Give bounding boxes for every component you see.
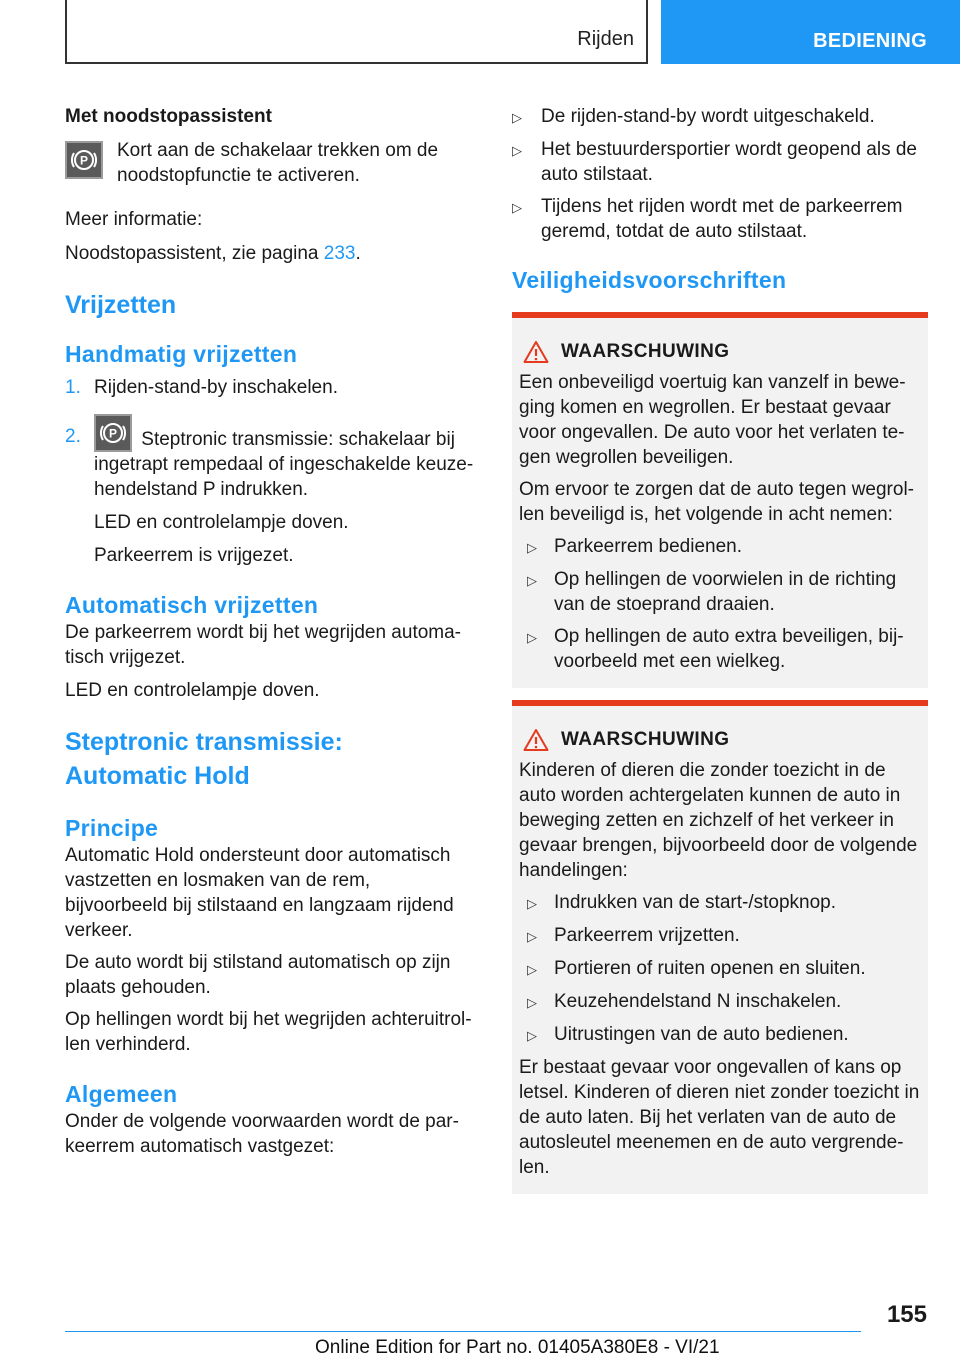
step-text: Steptronic transmissie: schakelaar bij [136, 429, 455, 450]
page-link[interactable]: 233 [323, 243, 356, 264]
list-item [65, 414, 477, 568]
list-item [65, 375, 477, 400]
footer-divider [65, 1331, 861, 1332]
heading-handmatig: Handmatig vrijzetten [65, 341, 298, 367]
step-text-cont: ingetrapt rempedaal of ingeschakelde keuze-hendelstand P indrukken. [94, 454, 474, 500]
warning-triangle-icon [523, 728, 549, 752]
triangle-bullet-icon: ▷ [527, 540, 537, 555]
warning-paragraph: Kinderen of dieren die zonder toezicht in de auto worden achtergelaten kunnen de auto in beweging zetten en zichzelf of het verkeer in gevaar brengen, bijvoorbeeld door de volgende handelingen: [519, 760, 918, 881]
warning-list [519, 890, 921, 1048]
list-item [512, 104, 928, 130]
list-item-text: Het bestuurdersportier wordt geopend als de auto stilstaat. [541, 139, 918, 185]
list-item [512, 194, 928, 244]
step-text: Rijden-stand-by inschakelen. [94, 377, 338, 398]
heading-veiligheid: Veiligheidsvoorschriften [512, 267, 787, 293]
list-item [519, 624, 921, 674]
algemeen-paragraph: Onder de volgende voorwaarden wordt de par-keerrem automatisch vastgezet: [65, 1111, 459, 1157]
triangle-bullet-icon: ▷ [512, 143, 522, 158]
triangle-bullet-icon: ▷ [527, 630, 537, 645]
header-chapter-title: BEDIENING [813, 30, 927, 52]
step-body [94, 414, 477, 568]
reference-end: . [355, 243, 361, 264]
triangle-bullet-icon: ▷ [527, 929, 537, 944]
release-steps [65, 375, 477, 568]
auto-paragraph-1: De parkeerrem wordt bij het wegrijden automa-tisch vrijgezet. [65, 622, 462, 668]
step-note: LED en controlelampje doven. [94, 512, 349, 533]
page-number: 155 [886, 1301, 927, 1328]
list-item [519, 923, 921, 949]
parking-brake-icon [94, 414, 132, 452]
triangle-bullet-icon: ▷ [527, 1028, 537, 1043]
warning-list [519, 534, 921, 674]
warning-title [519, 340, 921, 364]
step-note: Parkeerrem is vrijgezet. [94, 545, 294, 566]
list-item-text: De rijden-stand-by wordt uitgeschakeld. [541, 106, 875, 127]
conditions-list [512, 104, 928, 244]
noodstop-text: Kort aan de schakelaar trekken om de noodstopfunctie te activeren. [117, 140, 439, 186]
left-column [65, 100, 477, 1159]
list-item [519, 956, 921, 982]
triangle-bullet-icon: ▷ [527, 995, 537, 1010]
heading-principe: Principe [65, 815, 159, 841]
warning-paragraph: Een onbeveiligd voertuig kan vanzelf in bewe-ging komen en wegrollen. Er bestaat gevaar voor ongevallen. De auto voor het verlaten te-gen wegrollen beveiligen. [519, 372, 906, 468]
step-number: 1. [65, 377, 81, 398]
footer-edition: Online Edition for Part no. 01405A380E8 - VI/21 [315, 1337, 720, 1358]
triangle-bullet-icon: ▷ [527, 962, 537, 977]
heading-vrijzetten: Vrijzetten [65, 291, 177, 319]
list-item-text: Portieren of ruiten openen en sluiten. [554, 958, 866, 979]
svg-text:P: P [79, 153, 89, 168]
list-item [519, 534, 921, 560]
header-left-tab [65, 0, 648, 64]
noodstop-row [65, 141, 477, 188]
list-item-text: Parkeerrem vrijzetten. [554, 925, 740, 946]
heading-automatisch: Automatisch vrijzetten [65, 592, 319, 618]
warning-triangle-icon [523, 340, 549, 364]
right-column [512, 100, 928, 1194]
meer-info-label: Meer informatie: [65, 209, 203, 230]
principe-paragraph-1: Automatic Hold ondersteunt door automatisch vastzetten en losmaken van de rem, bijvoorbeeld bij stilstaand en langzaam rijdend verkeer. [65, 845, 454, 941]
warning-box-1 [512, 312, 928, 688]
warning-title [519, 728, 921, 752]
list-item [519, 989, 921, 1015]
list-item [512, 137, 928, 187]
warning-box-2 [512, 700, 928, 1194]
principe-paragraph-3: Op hellingen wordt bij het wegrijden achteruitrol-len verhinderd. [65, 1009, 472, 1055]
triangle-bullet-icon: ▷ [512, 110, 522, 125]
svg-text:P: P [108, 426, 118, 441]
heading-steptronic: Steptronic transmissie: Automatic Hold [65, 728, 343, 790]
list-item-text: Keuzehendelstand N inschakelen. [554, 991, 842, 1012]
list-item [519, 567, 921, 617]
list-item-text: Op hellingen de auto extra beveiligen, bij-voorbeeld met een wielkeg. [554, 626, 904, 672]
noodstop-reference [65, 241, 477, 266]
warning-paragraph: Om ervoor te zorgen dat de auto tegen wegrol-len beveiligd is, het volgende in acht nemen: [519, 479, 915, 525]
reference-text: Noodstopassistent, zie pagina [65, 243, 324, 264]
list-item [519, 1022, 921, 1048]
principe-paragraph-2: De auto wordt bij stilstand automatisch op zijn plaats gehouden. [65, 952, 451, 998]
list-item-text: Parkeerrem bedienen. [554, 536, 742, 557]
list-item-text: Indrukken van de start-/stopknop. [554, 892, 836, 913]
warning-title-text: WAARSCHUWING [561, 729, 730, 750]
list-item-text: Tijdens het rijden wordt met de parkeerrem geremd, totdat de auto stilstaat. [541, 196, 903, 242]
step-number: 2. [65, 426, 81, 447]
warning-paragraph: Er bestaat gevaar voor ongevallen of kans op letsel. Kinderen of dieren niet zonder toezicht in de auto laten. Bij het verlaten van de auto de autosleutel meenemen en de auto vergrende-len. [519, 1057, 920, 1178]
triangle-bullet-icon: ▷ [527, 573, 537, 588]
header-section-title: Rijden [577, 28, 634, 50]
noodstop-title: Met noodstopassistent [65, 106, 272, 127]
list-item-text: Uitrustingen van de auto bedienen. [554, 1024, 849, 1045]
step-first-line [94, 414, 477, 452]
list-item [519, 890, 921, 916]
parking-brake-icon [65, 141, 103, 179]
heading-algemeen: Algemeen [65, 1081, 178, 1107]
triangle-bullet-icon: ▷ [512, 200, 522, 215]
list-item-text: Op hellingen de voorwielen in de richting van de stoeprand draaien. [554, 569, 897, 615]
header-chapter-tab [661, 0, 960, 64]
auto-paragraph-2: LED en controlelampje doven. [65, 680, 320, 701]
warning-title-text: WAARSCHUWING [561, 341, 730, 362]
triangle-bullet-icon: ▷ [527, 896, 537, 911]
